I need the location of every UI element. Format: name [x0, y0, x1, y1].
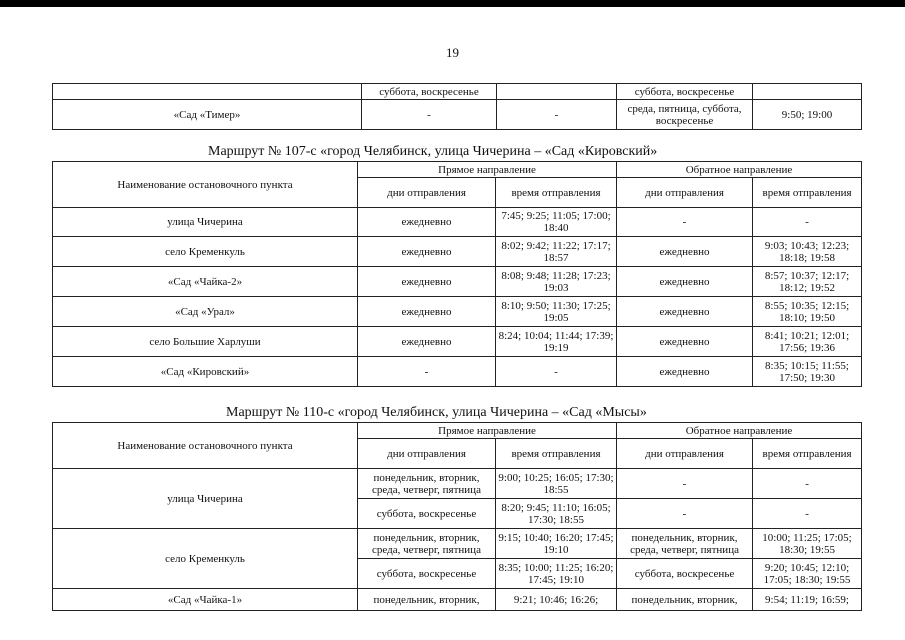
stop-name-cell: улица Чичерина [53, 208, 358, 237]
reverse-time-cell [753, 84, 862, 100]
reverse-days-header: дни отправления [617, 439, 753, 469]
forward-time-cell: 8:35; 10:00; 11:25; 16:20; 17:45; 19:10 [496, 559, 617, 589]
reverse-days-cell: понедельник, вторник, среда, четверг, пятница [617, 529, 753, 559]
stop-name-cell: «Сад «Урал» [53, 297, 358, 327]
forward-days-cell: ежедневно [358, 237, 496, 267]
table-row [53, 297, 862, 327]
forward-direction-header: Прямое направление [358, 423, 617, 439]
reverse-time-cell: 9:20; 10:45; 12:10; 17:05; 18:30; 19:55 [753, 559, 862, 589]
page-number: 19 [446, 45, 459, 60]
route-107-schedule-table [52, 161, 862, 387]
reverse-days-header: дни отправления [617, 178, 753, 208]
reverse-time-cell: - [753, 469, 862, 499]
reverse-time-cell: 10:00; 11:25; 17:05; 18:30; 19:55 [753, 529, 862, 559]
page-top-border [0, 0, 905, 7]
table-row [53, 237, 862, 267]
reverse-days-cell: суббота, воскресенье [617, 559, 753, 589]
forward-time-cell: - [497, 100, 617, 130]
reverse-days-cell: - [617, 469, 753, 499]
reverse-days-cell: - [617, 208, 753, 237]
route-110-title: Маршрут № 110-с «город Челябинск, улица Чичерина – «Сад «Мысы» [226, 405, 647, 420]
table-row [53, 84, 862, 100]
route-110-schedule-table [52, 422, 862, 611]
forward-direction-header: Прямое направление [358, 162, 617, 178]
forward-time-cell: 8:10; 9:50; 11:30; 17:25; 19:05 [496, 297, 617, 327]
stop-name-cell: «Сад «Чайка-2» [53, 267, 358, 297]
reverse-direction-header: Обратное направление [617, 423, 862, 439]
stop-name-cell: село Кременкуль [53, 237, 358, 267]
reverse-days-cell: ежедневно [617, 237, 753, 267]
forward-time-cell: - [496, 357, 617, 387]
reverse-time-cell: - [753, 499, 862, 529]
stop-name-header: Наименование остановочного пункта [53, 423, 358, 469]
table-row [53, 529, 862, 559]
reverse-days-cell: ежедневно [617, 327, 753, 357]
forward-days-cell: понедельник, вторник, среда, четверг, пятница [358, 529, 496, 559]
reverse-days-cell: суббота, воскресенье [617, 84, 753, 100]
stop-name-cell: село Большие Харлуши [53, 327, 358, 357]
forward-days-cell: понедельник, вторник, [358, 589, 496, 611]
table-row [53, 589, 862, 611]
stop-name-cell: село Кременкуль [53, 529, 358, 589]
table-row [53, 357, 862, 387]
table-row [53, 327, 862, 357]
forward-time-cell: 8:24; 10:04; 11:44; 17:39; 19:19 [496, 327, 617, 357]
table-row [53, 208, 862, 237]
forward-time-cell: 8:20; 9:45; 11:10; 16:05; 17:30; 18:55 [496, 499, 617, 529]
reverse-days-cell: среда, пятница, суббота, воскресенье [617, 100, 753, 130]
forward-days-cell: ежедневно [358, 267, 496, 297]
forward-time-cell: 9:00; 10:25; 16:05; 17:30; 18:55 [496, 469, 617, 499]
reverse-days-cell: понедельник, вторник, [617, 589, 753, 611]
reverse-time-cell: 8:57; 10:37; 12:17; 18:12; 19:52 [753, 267, 862, 297]
table-row [53, 469, 862, 499]
forward-days-header: дни отправления [358, 439, 496, 469]
forward-days-cell: - [362, 100, 497, 130]
table-row [53, 100, 862, 130]
reverse-days-cell: ежедневно [617, 297, 753, 327]
forward-time-cell [497, 84, 617, 100]
reverse-days-cell: ежедневно [617, 357, 753, 387]
forward-time-cell: 7:45; 9:25; 11:05; 17:00; 18:40 [496, 208, 617, 237]
reverse-direction-header: Обратное направление [617, 162, 862, 178]
forward-days-cell: - [358, 357, 496, 387]
stop-name-cell [53, 84, 362, 100]
reverse-time-cell: 8:41; 10:21; 12:01; 17:56; 19:36 [753, 327, 862, 357]
reverse-time-cell: 9:50; 19:00 [753, 100, 862, 130]
reverse-days-cell: ежедневно [617, 267, 753, 297]
forward-time-cell: 8:08; 9:48; 11:28; 17:23; 19:03 [496, 267, 617, 297]
reverse-time-header: время отправления [753, 178, 862, 208]
stop-name-cell: «Сад «Кировский» [53, 357, 358, 387]
forward-days-header: дни отправления [358, 178, 496, 208]
stop-name-cell: улица Чичерина [53, 469, 358, 529]
forward-time-cell: 8:02; 9:42; 11:22; 17:17; 18:57 [496, 237, 617, 267]
forward-time-header: время отправления [496, 178, 617, 208]
reverse-time-cell: - [753, 208, 862, 237]
route-107-title: Маршрут № 107-с «город Челябинск, улица Чичерина – «Сад «Кировский» [208, 144, 658, 159]
reverse-time-cell: 9:03; 10:43; 12:23; 18:18; 19:58 [753, 237, 862, 267]
continued-schedule-table [52, 83, 862, 130]
stop-name-cell: «Сад «Тимер» [53, 100, 362, 130]
forward-days-cell: понедельник, вторник, среда, четверг, пятница [358, 469, 496, 499]
stop-name-header: Наименование остановочного пункта [53, 162, 358, 208]
forward-time-header: время отправления [496, 439, 617, 469]
forward-days-cell: суббота, воскресенье [358, 499, 496, 529]
reverse-time-cell: 9:54; 11:19; 16:59; [753, 589, 862, 611]
forward-time-cell: 9:15; 10:40; 16:20; 17:45; 19:10 [496, 529, 617, 559]
stop-name-cell: «Сад «Чайка-1» [53, 589, 358, 611]
forward-days-cell: суббота, воскресенье [358, 559, 496, 589]
reverse-time-header: время отправления [753, 439, 862, 469]
table-row [53, 267, 862, 297]
forward-time-cell: 9:21; 10:46; 16:26; [496, 589, 617, 611]
reverse-time-cell: 8:35; 10:15; 11:55; 17:50; 19:30 [753, 357, 862, 387]
forward-days-cell: ежедневно [358, 208, 496, 237]
forward-days-cell: ежедневно [358, 327, 496, 357]
reverse-days-cell: - [617, 499, 753, 529]
forward-days-cell: ежедневно [358, 297, 496, 327]
reverse-time-cell: 8:55; 10:35; 12:15; 18:10; 19:50 [753, 297, 862, 327]
forward-days-cell: суббота, воскресенье [362, 84, 497, 100]
